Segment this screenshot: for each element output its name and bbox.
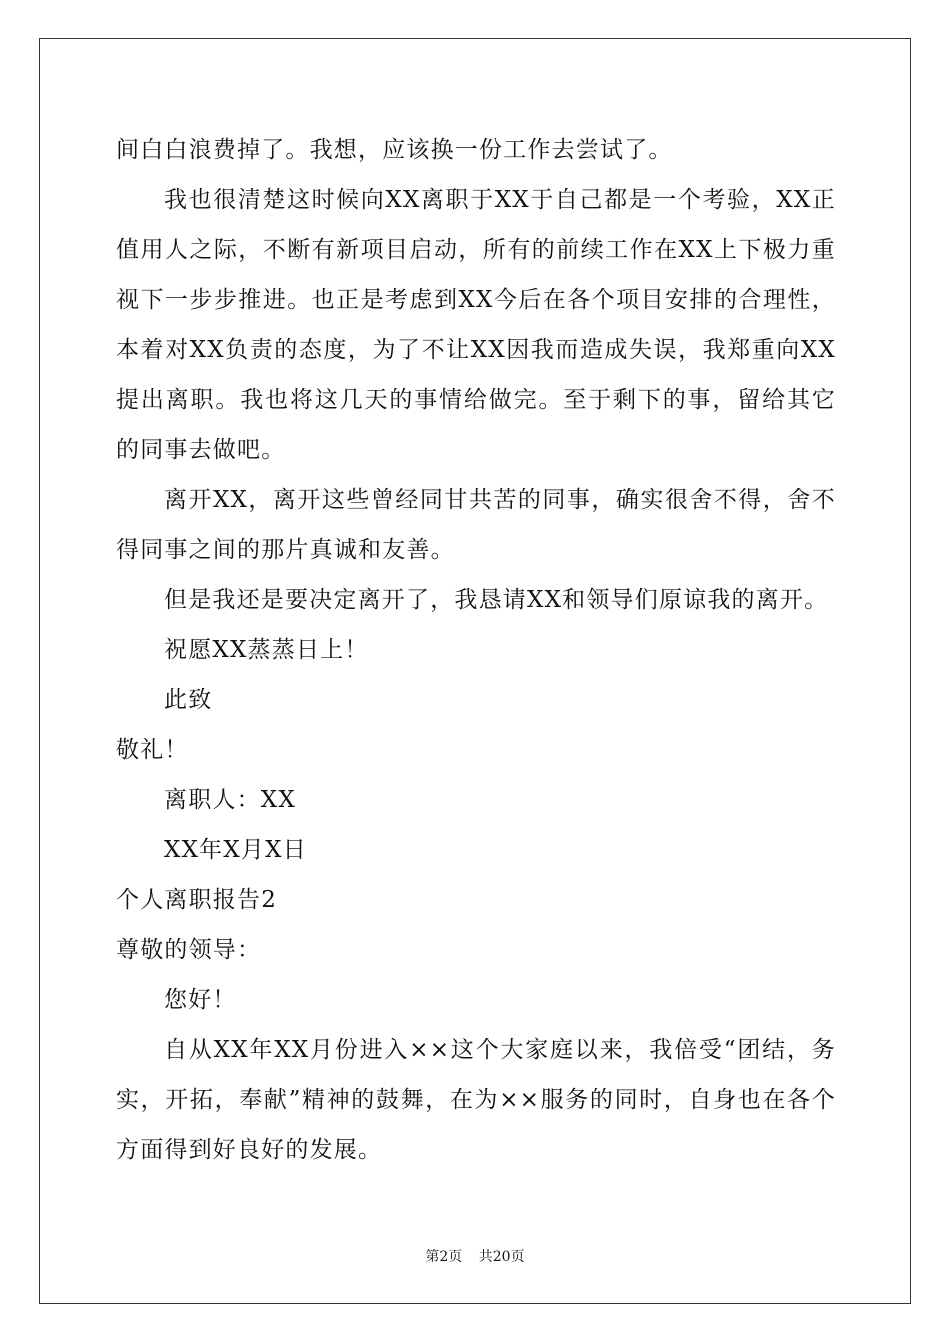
closing-regards: 敬礼！ — [116, 737, 189, 763]
paragraph-wish: 祝愿XX蒸蒸日上！ — [164, 637, 369, 663]
paragraph-continuation: 间白白浪费掉了。我想，应该换一份工作去尝试了。 — [116, 137, 673, 163]
paragraph-decision: 但是我还是要决定离开了，我恳请XX和领导们原谅我的离开。 — [164, 587, 829, 613]
letter-greeting: 尊敬的领导： — [116, 937, 262, 963]
paragraph-intro: 自从XX年XX月份进入××这个大家庭以来，我倍受“团结，务实，开拓，奉献”精神的鼓舞，在为××服务的同时，自身也在各个方面得到好良好的发展。 — [116, 1037, 836, 1163]
signature-name: 离职人：XX — [164, 787, 296, 813]
closing-salutation: 此致 — [164, 687, 213, 713]
letter-hello: 您好！ — [164, 987, 237, 1013]
page-number: 第2页 — [425, 1249, 463, 1265]
paragraph-farewell: 离开XX，离开这些曾经同甘共苦的同事，确实很舍不得，舍不得同事之间的那片真诚和友善。 — [116, 487, 836, 563]
page-footer — [0, 1246, 950, 1266]
paragraph-resignation-reason: 我也很清楚这时候向XX离职于XX于自己都是一个考验，XX正值用人之际，不断有新项目启动，所有的前续工作在XX上下极力重视下一步步推进。也正是考虑到XX今后在各个项目安排的合理性，本着对XX负责的态度，为了不让XX因我而造成失误，我郑重向XX提出离职。我也将这几天的事情给做完。至于剩下的事，留给其它的同事去做吧。 — [116, 187, 836, 463]
page-total: 共20页 — [478, 1249, 525, 1265]
document-body — [116, 125, 836, 1175]
section-heading: 个人离职报告2 — [116, 887, 278, 913]
signature-date: XX年X月X日 — [164, 837, 307, 863]
